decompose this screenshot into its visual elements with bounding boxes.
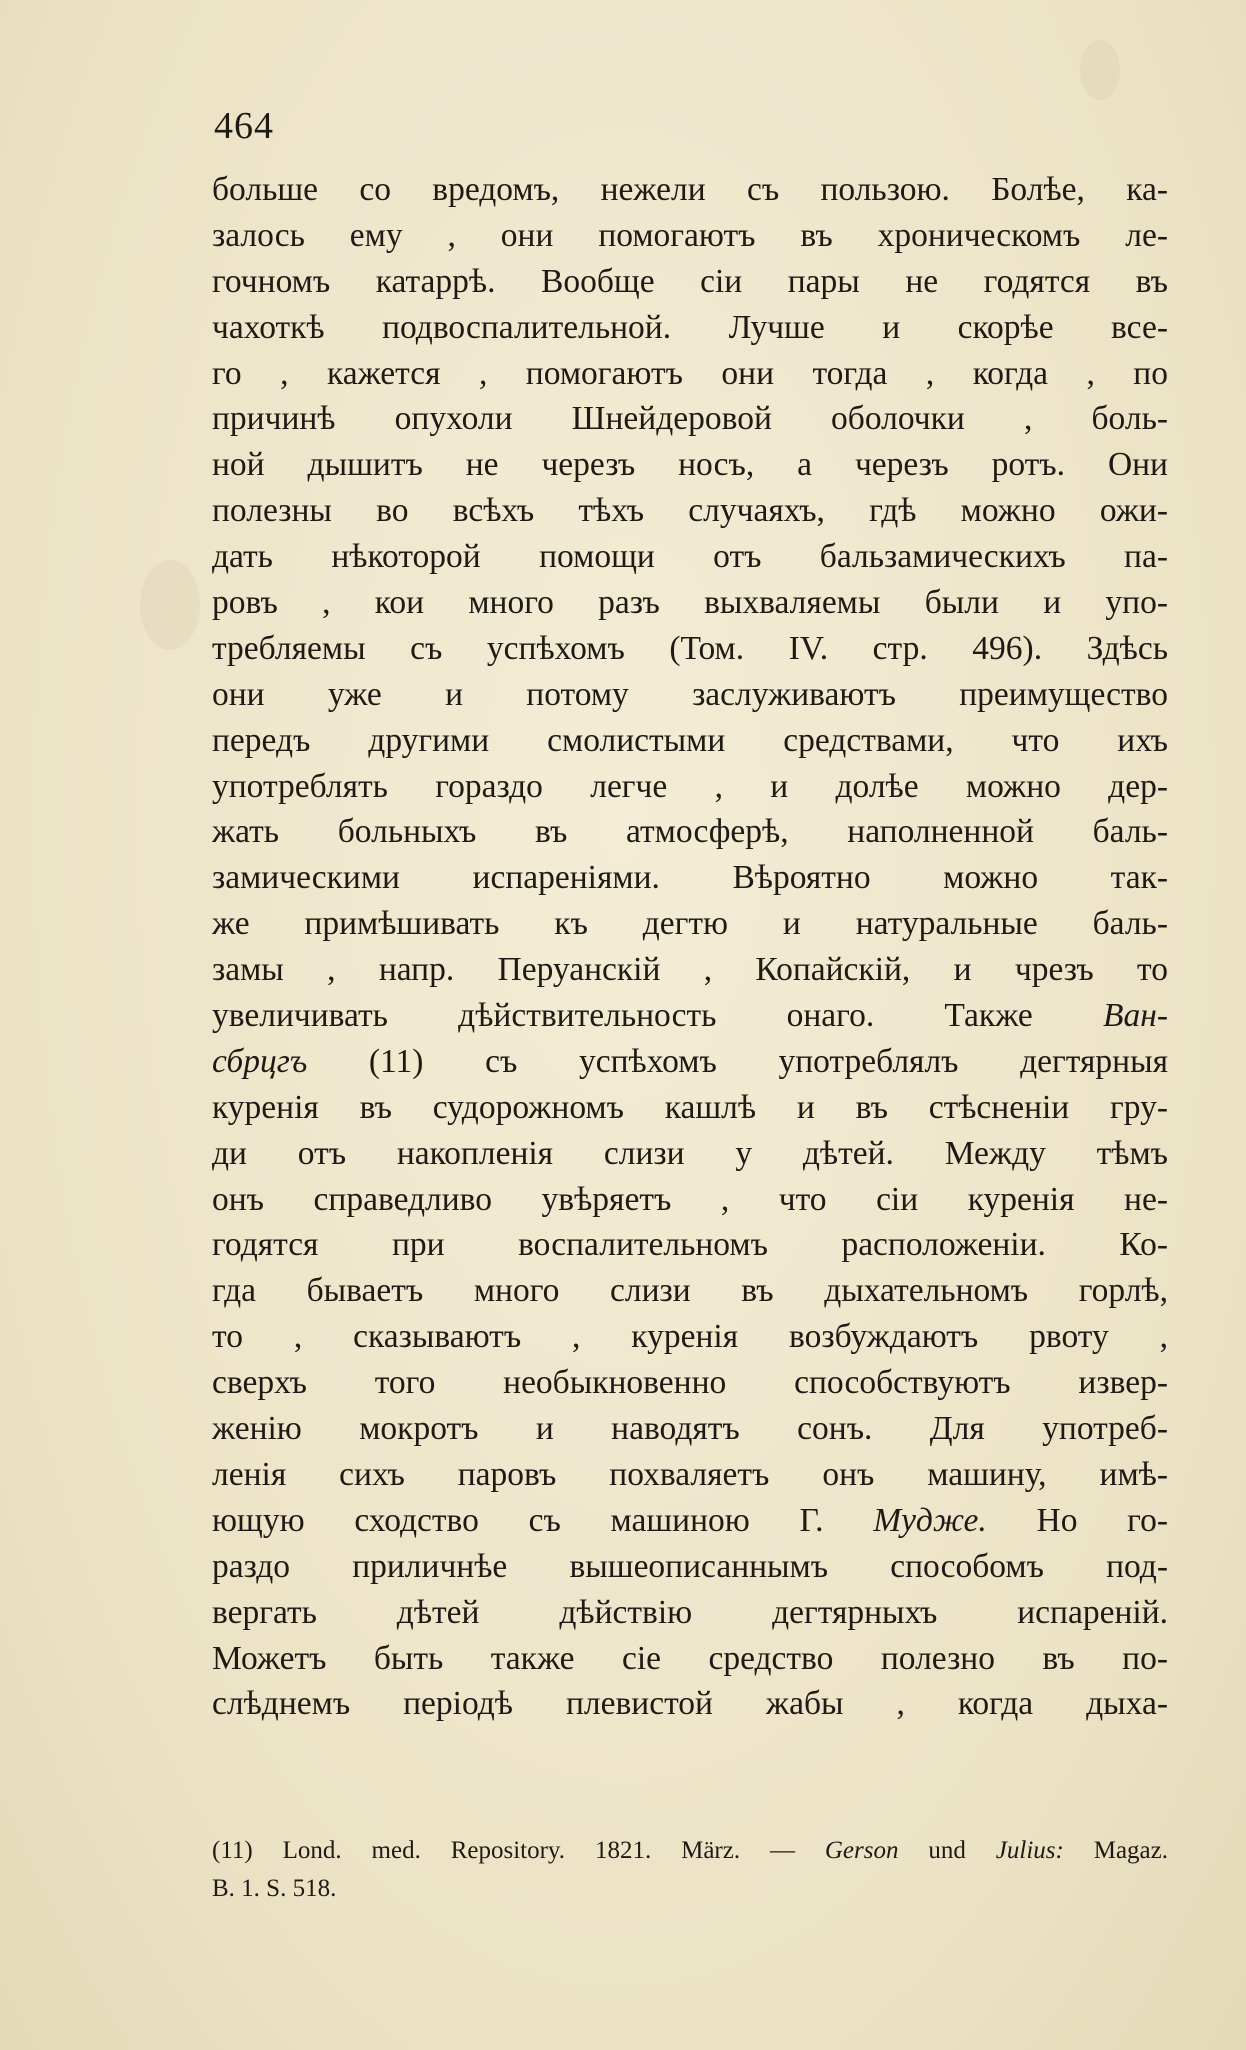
text-run: увеличивать дѣйствительность онаго. Также <box>212 997 1103 1035</box>
name-italic: Мудже. <box>873 1501 987 1539</box>
text-line: ленія сихъ паровъ похваляетъ онъ машину, имѣ- <box>212 1455 1168 1493</box>
text-run: Но го- <box>986 1501 1168 1539</box>
footnote-line: B. 1. S. 518. <box>212 1875 337 1902</box>
footnote-run: und <box>898 1837 996 1864</box>
text-line: дать нѣкоторой помощи отъ бальзамическихъ па- <box>212 538 1168 576</box>
text-line: сверхъ того необыкновенно способствуютъ извер- <box>212 1364 1168 1402</box>
text-line: онъ справедливо увѣряетъ , что сіи куренія не- <box>212 1180 1168 1218</box>
text-line: го , кажется , помогаютъ они тогда , когда , по <box>212 354 1168 392</box>
text-line: гда бываетъ много слизи въ дыхательномъ горлѣ, <box>212 1272 1168 1310</box>
footnote-line <box>212 1832 1168 1870</box>
footnote-author-italic: Julius: <box>995 1837 1064 1864</box>
text-line: женію мокротъ и наводятъ сонъ. Для употреб- <box>212 1410 1168 1448</box>
text-line: полезны во всѣхъ тѣхъ случаяхъ, гдѣ можно ожи- <box>212 492 1168 530</box>
footnote <box>212 1832 1168 1908</box>
text-line: они уже и потому заслуживаютъ преимущество <box>212 675 1168 713</box>
text-line <box>212 993 1168 1039</box>
author-name-italic: сбрцгъ <box>212 1042 308 1080</box>
text-line: замы , напр. Перуанскій , Копайскій, и чрезъ то <box>212 951 1168 989</box>
text-run: ющую сходство съ машиною Г. <box>212 1501 874 1539</box>
text-line: чахоткѣ подвоспалительной. Лучше и скорѣе все- <box>212 308 1168 346</box>
text-line: же примѣшивать къ дегтю и натуральные баль- <box>212 905 1168 943</box>
text-run: (11) съ успѣхомъ употреблялъ дегтярныя <box>307 1042 1168 1080</box>
footnote-run: (11) Lond. med. Repository. 1821. März. — <box>212 1837 825 1864</box>
paper-stain <box>140 560 200 650</box>
text-line: ровъ , кои много разъ выхваляемы были и упо- <box>212 584 1168 622</box>
footnote-author-italic: Gerson <box>824 1837 899 1864</box>
text-line: употреблять гораздо легче , и долѣе можно дер- <box>212 767 1168 805</box>
text-line: причинѣ опухоли Шнейдеровой оболочки , боль- <box>212 400 1168 438</box>
text-line: замическими испареніями. Вѣроятно можно так- <box>212 859 1168 897</box>
text-line: гочномъ катаррѣ. Вообще сіи пары не годятся въ <box>212 262 1168 300</box>
text-line: залось ему , они помогаютъ въ хроническомъ ле- <box>212 216 1168 254</box>
text-line: больше со вредомъ, нежели съ пользою. Болѣе, ка- <box>212 171 1168 208</box>
text-line: раздо приличнѣе вышеописаннымъ способомъ под- <box>212 1547 1168 1585</box>
main-text <box>212 167 1168 1727</box>
text-line: Можетъ быть также сіе средство полезно въ по- <box>212 1639 1168 1677</box>
text-line: вергать дѣтей дѣйствію дегтярныхъ испареній. <box>212 1593 1168 1631</box>
text-line: куренія въ судорожномъ кашлѣ и въ стѣсненіи гру- <box>212 1088 1168 1126</box>
text-line: требляемы съ успѣхомъ (Том. IV. стр. 496). Здѣсь <box>212 629 1168 667</box>
text-line: ди отъ накопленія слизи у дѣтей. Между тѣмъ <box>212 1134 1168 1172</box>
text-line: годятся при воспалительномъ расположеніи. Ко- <box>212 1226 1168 1264</box>
author-name-italic: Ван- <box>1103 997 1168 1035</box>
text-line: то , сказываютъ , куренія возбуждаютъ рвоту , <box>212 1318 1168 1356</box>
text-line: ной дышитъ не черезъ носъ, а черезъ ротъ. Они <box>212 446 1168 484</box>
text-line: передъ другими смолистыми средствами, что ихъ <box>212 721 1168 759</box>
text-line <box>212 1039 1168 1085</box>
text-line: слѣднемъ періодѣ плевистой жабы , когда дыха- <box>212 1685 1168 1723</box>
text-line: жать больныхъ въ атмосферѣ, наполненной баль- <box>212 813 1168 851</box>
page-number: 464 <box>214 105 274 147</box>
text-line <box>212 1498 1168 1544</box>
paper-stain <box>1080 40 1120 100</box>
footnote-run: Magaz. <box>1063 1837 1168 1864</box>
